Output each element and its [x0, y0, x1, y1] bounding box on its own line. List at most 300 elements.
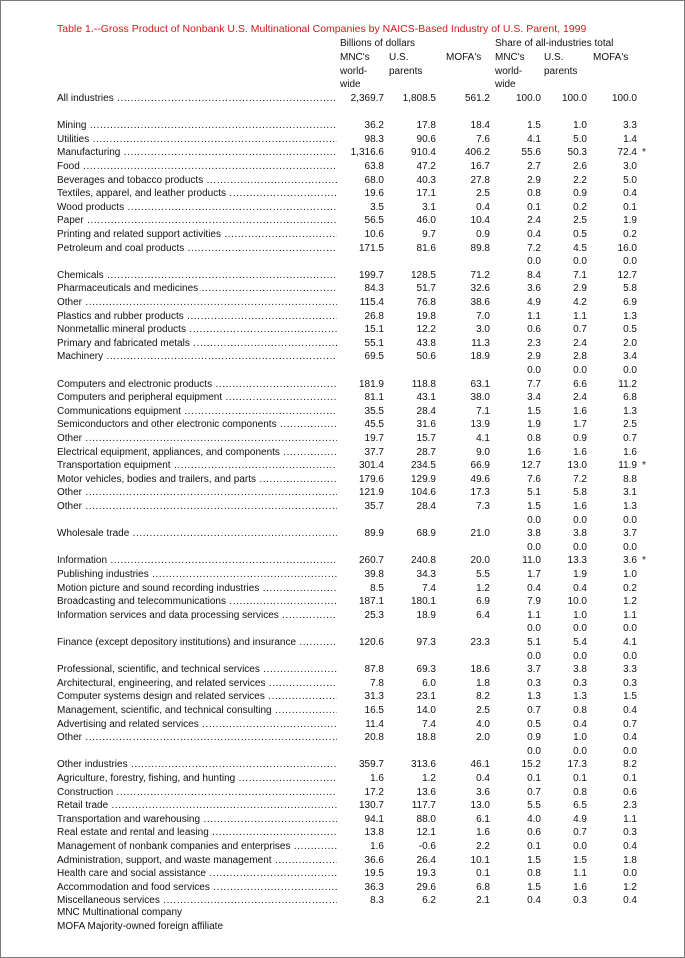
table-row	[0, 473, 685, 487]
row-value: 240.8	[410, 555, 436, 567]
row-value: 1.5	[623, 691, 637, 703]
table-row	[0, 799, 685, 813]
row-value: 0.2	[623, 582, 637, 594]
row-value: 0.4	[573, 582, 587, 594]
table-row	[0, 418, 685, 432]
row-value: 2.4	[573, 337, 587, 349]
table-row	[0, 146, 685, 160]
row-value: 128.5	[410, 269, 436, 281]
row-value: 4.0	[527, 813, 541, 825]
row-value: 8.4	[527, 269, 541, 281]
row-value: 2.2	[476, 841, 490, 852]
table-row	[0, 364, 685, 378]
row-value: 13.6	[416, 786, 436, 798]
row-value: 0.1	[623, 773, 637, 784]
row-value: 1.9	[573, 569, 587, 580]
row-value: 2.4	[527, 215, 541, 227]
row-value: 32.6	[470, 283, 490, 295]
row-label: Advertising and related services .....	[57, 718, 337, 732]
row-value: 16.0	[617, 242, 637, 254]
row-value: 0.3	[623, 827, 637, 839]
row-label: Health care and social assistance .....	[57, 867, 337, 881]
row-value: 4.9	[573, 813, 587, 825]
row-label: Wood products .....	[57, 201, 337, 215]
row-value: 1.3	[573, 691, 587, 703]
table-row	[0, 201, 685, 215]
row-value: 0.0	[623, 623, 637, 635]
row-asterisk: *	[642, 555, 646, 567]
table-row	[0, 228, 685, 242]
table-row	[0, 269, 685, 283]
row-label: Construction .....	[57, 786, 337, 800]
row-value: 2,369.7	[350, 93, 384, 104]
row-asterisk: *	[642, 460, 646, 472]
table-row	[0, 854, 685, 868]
row-value: 26.4	[416, 854, 436, 866]
header-mofas-dollars: MOFA's	[446, 52, 482, 63]
row-value: 181.9	[358, 378, 384, 390]
row-value: 7.6	[527, 473, 541, 485]
row-value: 18.4	[470, 120, 490, 132]
row-value: 17.2	[364, 786, 384, 798]
row-value: 2.8	[573, 351, 587, 363]
row-value: 4.9	[527, 297, 541, 308]
row-label: Plastics and rubber products .....	[57, 310, 337, 324]
row-value: 6.0	[422, 677, 436, 689]
row-value: 19.3	[416, 868, 436, 880]
row-value: 17.8	[416, 120, 436, 132]
row-value: 0.0	[573, 365, 587, 376]
row-value: 1.5	[573, 854, 587, 866]
row-value: 2.0	[476, 732, 490, 744]
row-value: 36.6	[364, 854, 384, 866]
row-value: 3.6	[476, 786, 490, 798]
row-value: 0.0	[623, 541, 637, 553]
table-row	[0, 609, 685, 623]
row-label: Broadcasting and telecommunications .....	[57, 595, 337, 609]
table-row	[0, 636, 685, 650]
row-value: 115.4	[359, 297, 384, 308]
row-value: 2.9	[573, 283, 587, 295]
header-us-parents-dollars	[389, 51, 422, 78]
row-value: 18.8	[416, 732, 436, 744]
row-value: 2.3	[527, 337, 541, 349]
row-value: 18.6	[470, 664, 490, 676]
row-value: 31.3	[364, 691, 384, 703]
row-value: 1.0	[573, 120, 587, 132]
row-value: 6.8	[623, 392, 637, 404]
row-value: 12.7	[617, 269, 637, 281]
table-row	[0, 255, 685, 269]
row-value: 1.5	[527, 405, 541, 417]
row-label: Accommodation and food services .....	[57, 881, 337, 895]
row-value: 1.6	[623, 446, 637, 458]
row-value: 5.5	[527, 800, 541, 812]
row-value: -0.6	[418, 841, 436, 852]
row-value: 2.5	[623, 419, 637, 431]
row-value: 63.1	[470, 378, 490, 390]
row-label: Primary and fabricated metals .....	[57, 337, 337, 351]
row-label: Pharmaceuticals and medicines .....	[57, 282, 337, 296]
row-value: 7.4	[422, 718, 436, 730]
row-value: 3.0	[623, 161, 637, 172]
row-value: 4.1	[527, 133, 541, 145]
row-value: 1.3	[623, 501, 637, 512]
row-value: 0.7	[527, 705, 541, 716]
row-value: 23.1	[416, 691, 436, 703]
row-value: 1.1	[573, 310, 587, 322]
row-value: 1.3	[623, 405, 637, 417]
table-row	[0, 650, 685, 664]
table-spacer-row	[0, 106, 685, 120]
row-value: 23.3	[470, 637, 490, 648]
header-line: parents	[544, 65, 578, 77]
table-row	[0, 446, 685, 460]
table-row	[0, 242, 685, 256]
row-value: 1.1	[573, 868, 587, 880]
row-value: 10.0	[567, 596, 587, 608]
table-row	[0, 894, 685, 908]
table-row	[0, 459, 685, 473]
row-value: 1.1	[527, 310, 541, 322]
row-value: 0.0	[623, 745, 637, 757]
row-value: 50.3	[567, 147, 587, 159]
row-value: 38.0	[470, 392, 490, 404]
row-value: 8.5	[370, 582, 384, 594]
row-label: Agriculture, forestry, fishing, and hunting .....	[57, 772, 337, 786]
row-value: 4.2	[573, 297, 587, 308]
row-value: 0.1	[527, 201, 541, 213]
row-value: 16.7	[470, 161, 490, 172]
row-value: 13.0	[470, 800, 490, 812]
row-label: Miscellaneous services .....	[57, 894, 337, 908]
row-value: 68.0	[364, 174, 384, 186]
row-value: 0.0	[623, 650, 637, 662]
table-row	[0, 867, 685, 881]
table-row	[0, 622, 685, 636]
row-value: 50.6	[416, 351, 436, 363]
row-value: 69.3	[416, 664, 436, 676]
row-value: 81.6	[416, 242, 436, 254]
row-value: 0.1	[623, 201, 637, 213]
row-value: 0.8	[527, 868, 541, 880]
row-value: 6.8	[476, 881, 490, 893]
row-value: 2.9	[527, 174, 541, 186]
table-row	[0, 160, 685, 174]
row-value: 17.3	[567, 759, 587, 771]
row-value: 5.4	[573, 637, 587, 648]
row-value: 20.0	[470, 555, 490, 567]
row-value: 0.9	[476, 229, 490, 240]
row-value: 0.0	[573, 514, 587, 526]
row-value: 3.1	[422, 201, 436, 213]
row-value: 14.0	[416, 705, 436, 716]
row-value: 8.2	[476, 691, 490, 703]
row-value: 4.1	[476, 433, 490, 444]
row-value: 10.6	[364, 229, 384, 240]
footnote-mnc: MNC Multinational company	[57, 907, 183, 918]
row-value: 1.6	[573, 501, 587, 512]
row-value: 0.3	[623, 677, 637, 689]
row-value: 0.0	[527, 650, 541, 662]
row-label: Computers and electronic products .....	[57, 378, 337, 392]
row-value: 0.6	[623, 786, 637, 798]
row-value: 0.2	[573, 201, 587, 213]
row-label: Paper .....	[57, 214, 337, 228]
header-line: U.S.	[544, 52, 564, 63]
row-value: 0.8	[573, 786, 587, 798]
row-asterisk: *	[642, 147, 646, 159]
row-value: 0.0	[527, 256, 541, 268]
row-label: Retail trade .....	[57, 799, 337, 813]
row-value: 0.9	[573, 433, 587, 444]
row-value: 0.7	[623, 718, 637, 730]
row-value: 31.6	[416, 419, 436, 431]
row-label: Publishing industries .....	[57, 568, 337, 582]
row-value: 0.3	[573, 677, 587, 689]
row-value: 0.6	[527, 324, 541, 336]
row-value: 45.5	[364, 419, 384, 431]
row-value: 15.1	[364, 324, 384, 336]
row-value: 2.5	[476, 188, 490, 200]
row-value: 98.3	[364, 133, 384, 145]
row-value: 19.6	[364, 188, 384, 200]
row-value: 55.6	[521, 147, 541, 159]
row-value: 0.7	[573, 324, 587, 336]
row-value: 3.4	[623, 351, 637, 363]
row-value: 15.7	[416, 433, 436, 444]
row-value: 1.9	[623, 215, 637, 227]
table-row	[0, 582, 685, 596]
row-label: Information .....	[57, 554, 337, 568]
table-row	[0, 119, 685, 133]
row-value: 18.9	[470, 351, 490, 363]
row-value: 3.1	[623, 487, 637, 499]
row-label: Other .....	[57, 731, 337, 745]
row-value: 5.1	[527, 487, 541, 499]
row-value: 1.0	[573, 609, 587, 621]
row-value: 0.0	[527, 514, 541, 526]
row-value: 43.8	[416, 337, 436, 349]
row-label: Professional, scientific, and technical services .....	[57, 663, 337, 677]
row-value: 1.6	[573, 881, 587, 893]
row-value: 11.4	[365, 718, 384, 730]
row-value: 7.0	[476, 310, 490, 322]
row-value: 56.5	[364, 215, 384, 227]
table-row	[0, 500, 685, 514]
row-value: 55.1	[364, 337, 384, 349]
row-value: 49.6	[470, 473, 490, 485]
table-row	[0, 731, 685, 745]
row-value: 1.7	[573, 419, 587, 431]
row-value: 34.3	[416, 569, 436, 580]
row-value: 28.7	[416, 446, 436, 458]
row-value: 21.0	[470, 528, 490, 540]
row-label: Electrical equipment, appliances, and components .....	[57, 446, 337, 460]
header-line: world-	[495, 65, 523, 77]
table-row	[0, 527, 685, 541]
table-row	[0, 704, 685, 718]
row-value: 1.6	[573, 405, 587, 417]
row-value: 40.3	[416, 174, 436, 186]
row-value: 3.3	[623, 664, 637, 676]
row-value: 2.4	[573, 392, 587, 404]
row-value: 0.5	[573, 229, 587, 240]
row-value: 6.4	[476, 609, 490, 621]
row-value: 13.0	[567, 460, 587, 472]
table-row	[0, 690, 685, 704]
row-value: 35.5	[364, 405, 384, 417]
row-value: 89.9	[364, 528, 384, 540]
row-value: 19.8	[416, 310, 436, 322]
row-value: 1.6	[476, 827, 490, 839]
row-value: 3.8	[527, 528, 541, 540]
row-value: 1,808.5	[402, 93, 436, 104]
row-value: 27.8	[470, 174, 490, 186]
row-value: 130.7	[358, 800, 384, 812]
header-mnc-worldwide-share	[495, 51, 525, 92]
row-value: 17.3	[470, 487, 490, 499]
row-value: 19.5	[364, 868, 384, 880]
row-label: Finance (except depository institutions) and insurance .....	[57, 636, 337, 650]
row-value: 0.6	[527, 827, 541, 839]
row-value: 1.2	[422, 773, 436, 784]
row-value: 3.7	[623, 528, 637, 540]
row-value: 313.6	[410, 759, 436, 771]
row-value: 11.9	[618, 460, 637, 472]
row-value: 15.2	[521, 759, 541, 771]
row-value: 13.3	[567, 555, 587, 567]
row-value: 7.1	[476, 405, 490, 417]
row-value: 199.7	[358, 269, 384, 281]
row-value: 2.1	[476, 895, 490, 907]
row-value: 11.2	[618, 378, 637, 390]
row-value: 2.5	[476, 705, 490, 716]
row-label: Information services and data processing services .....	[57, 609, 337, 623]
row-value: 10.4	[470, 215, 490, 227]
row-value: 0.9	[573, 188, 587, 200]
row-value: 1.6	[370, 773, 384, 784]
row-value: 71.2	[470, 269, 490, 281]
row-value: 118.8	[411, 378, 436, 390]
header-line: parents	[389, 65, 423, 77]
row-value: 7.9	[527, 596, 541, 608]
header-line: wide	[495, 79, 516, 91]
row-value: 1.8	[623, 854, 637, 866]
row-value: 12.7	[521, 460, 541, 472]
row-value: 0.7	[623, 433, 637, 444]
row-value: 2.6	[573, 161, 587, 172]
row-label: Management, scientific, and technical consulting .....	[57, 704, 337, 718]
row-value: 46.1	[470, 759, 490, 771]
table-row	[0, 337, 685, 351]
header-mofas-share: MOFA's	[593, 52, 629, 63]
row-value: 4.1	[623, 637, 637, 648]
row-value: 100.0	[561, 93, 587, 104]
row-value: 1.6	[527, 446, 541, 458]
row-value: 81.1	[364, 392, 384, 404]
row-label: Motor vehicles, bodies and trailers, and parts .....	[57, 473, 337, 487]
row-label: Wholesale trade .....	[57, 527, 337, 541]
row-label: Textiles, apparel, and leather products .....	[57, 187, 337, 201]
row-value: 0.0	[573, 256, 587, 268]
row-value: 43.1	[416, 392, 436, 404]
row-value: 3.3	[623, 120, 637, 132]
row-label: Other industries .....	[57, 758, 337, 772]
row-value: 2.5	[573, 215, 587, 227]
row-value: 1.0	[623, 569, 637, 580]
row-label: Other .....	[57, 296, 337, 310]
row-value: 0.0	[623, 365, 637, 376]
row-value: 3.8	[573, 528, 587, 540]
row-value: 37.7	[364, 446, 384, 458]
table-row	[0, 826, 685, 840]
row-value: 121.9	[358, 487, 384, 499]
row-value: 0.1	[476, 868, 490, 880]
row-value: 0.0	[527, 365, 541, 376]
row-value: 3.8	[573, 664, 587, 676]
row-value: 234.5	[410, 460, 436, 472]
row-value: 9.7	[422, 229, 436, 240]
row-value: 6.2	[422, 895, 436, 907]
row-value: 1.0	[573, 732, 587, 744]
row-value: 20.8	[364, 732, 384, 744]
row-value: 16.5	[364, 705, 384, 716]
row-value: 0.0	[573, 745, 587, 757]
row-label: Computer systems design and related services .....	[57, 690, 337, 704]
row-value: 187.1	[358, 596, 384, 608]
table-row	[0, 432, 685, 446]
row-value: 0.1	[573, 773, 587, 784]
table-row	[0, 323, 685, 337]
row-value: 10.1	[470, 854, 490, 866]
row-value: 66.9	[470, 460, 490, 472]
row-value: 0.4	[623, 732, 637, 744]
row-value: 29.6	[416, 881, 436, 893]
row-value: 1.3	[623, 310, 637, 322]
row-value: 2.3	[623, 800, 637, 812]
row-value: 0.4	[476, 201, 490, 213]
row-value: 1.2	[476, 582, 490, 594]
row-value: 8.2	[623, 759, 637, 771]
table-row	[0, 881, 685, 895]
row-value: 5.8	[623, 283, 637, 295]
table-row	[0, 786, 685, 800]
row-value: 0.0	[623, 256, 637, 268]
row-value: 12.1	[416, 827, 436, 839]
row-value: 19.7	[364, 433, 384, 444]
row-value: 7.2	[573, 473, 587, 485]
row-value: 39.8	[364, 569, 384, 580]
row-label: Nonmetallic mineral products .....	[57, 323, 337, 337]
row-value: 3.6	[623, 555, 637, 567]
row-value: 117.7	[411, 800, 436, 812]
table-row	[0, 745, 685, 759]
row-label: Computers and peripheral equipment .....	[57, 391, 337, 405]
row-value: 6.1	[476, 813, 490, 825]
header-line: U.S.	[389, 52, 409, 63]
row-value: 0.0	[527, 745, 541, 757]
row-label: Architectural, engineering, and related services .....	[57, 677, 337, 691]
row-value: 301.4	[358, 460, 384, 472]
table-row	[0, 568, 685, 582]
row-value: 0.1	[527, 773, 541, 784]
header-mnc-worldwide-dollars	[340, 51, 370, 92]
row-label: Printing and related support activities .....	[57, 228, 337, 242]
row-value: 1.9	[527, 419, 541, 431]
table-row	[0, 378, 685, 392]
row-value: 0.4	[623, 188, 637, 200]
